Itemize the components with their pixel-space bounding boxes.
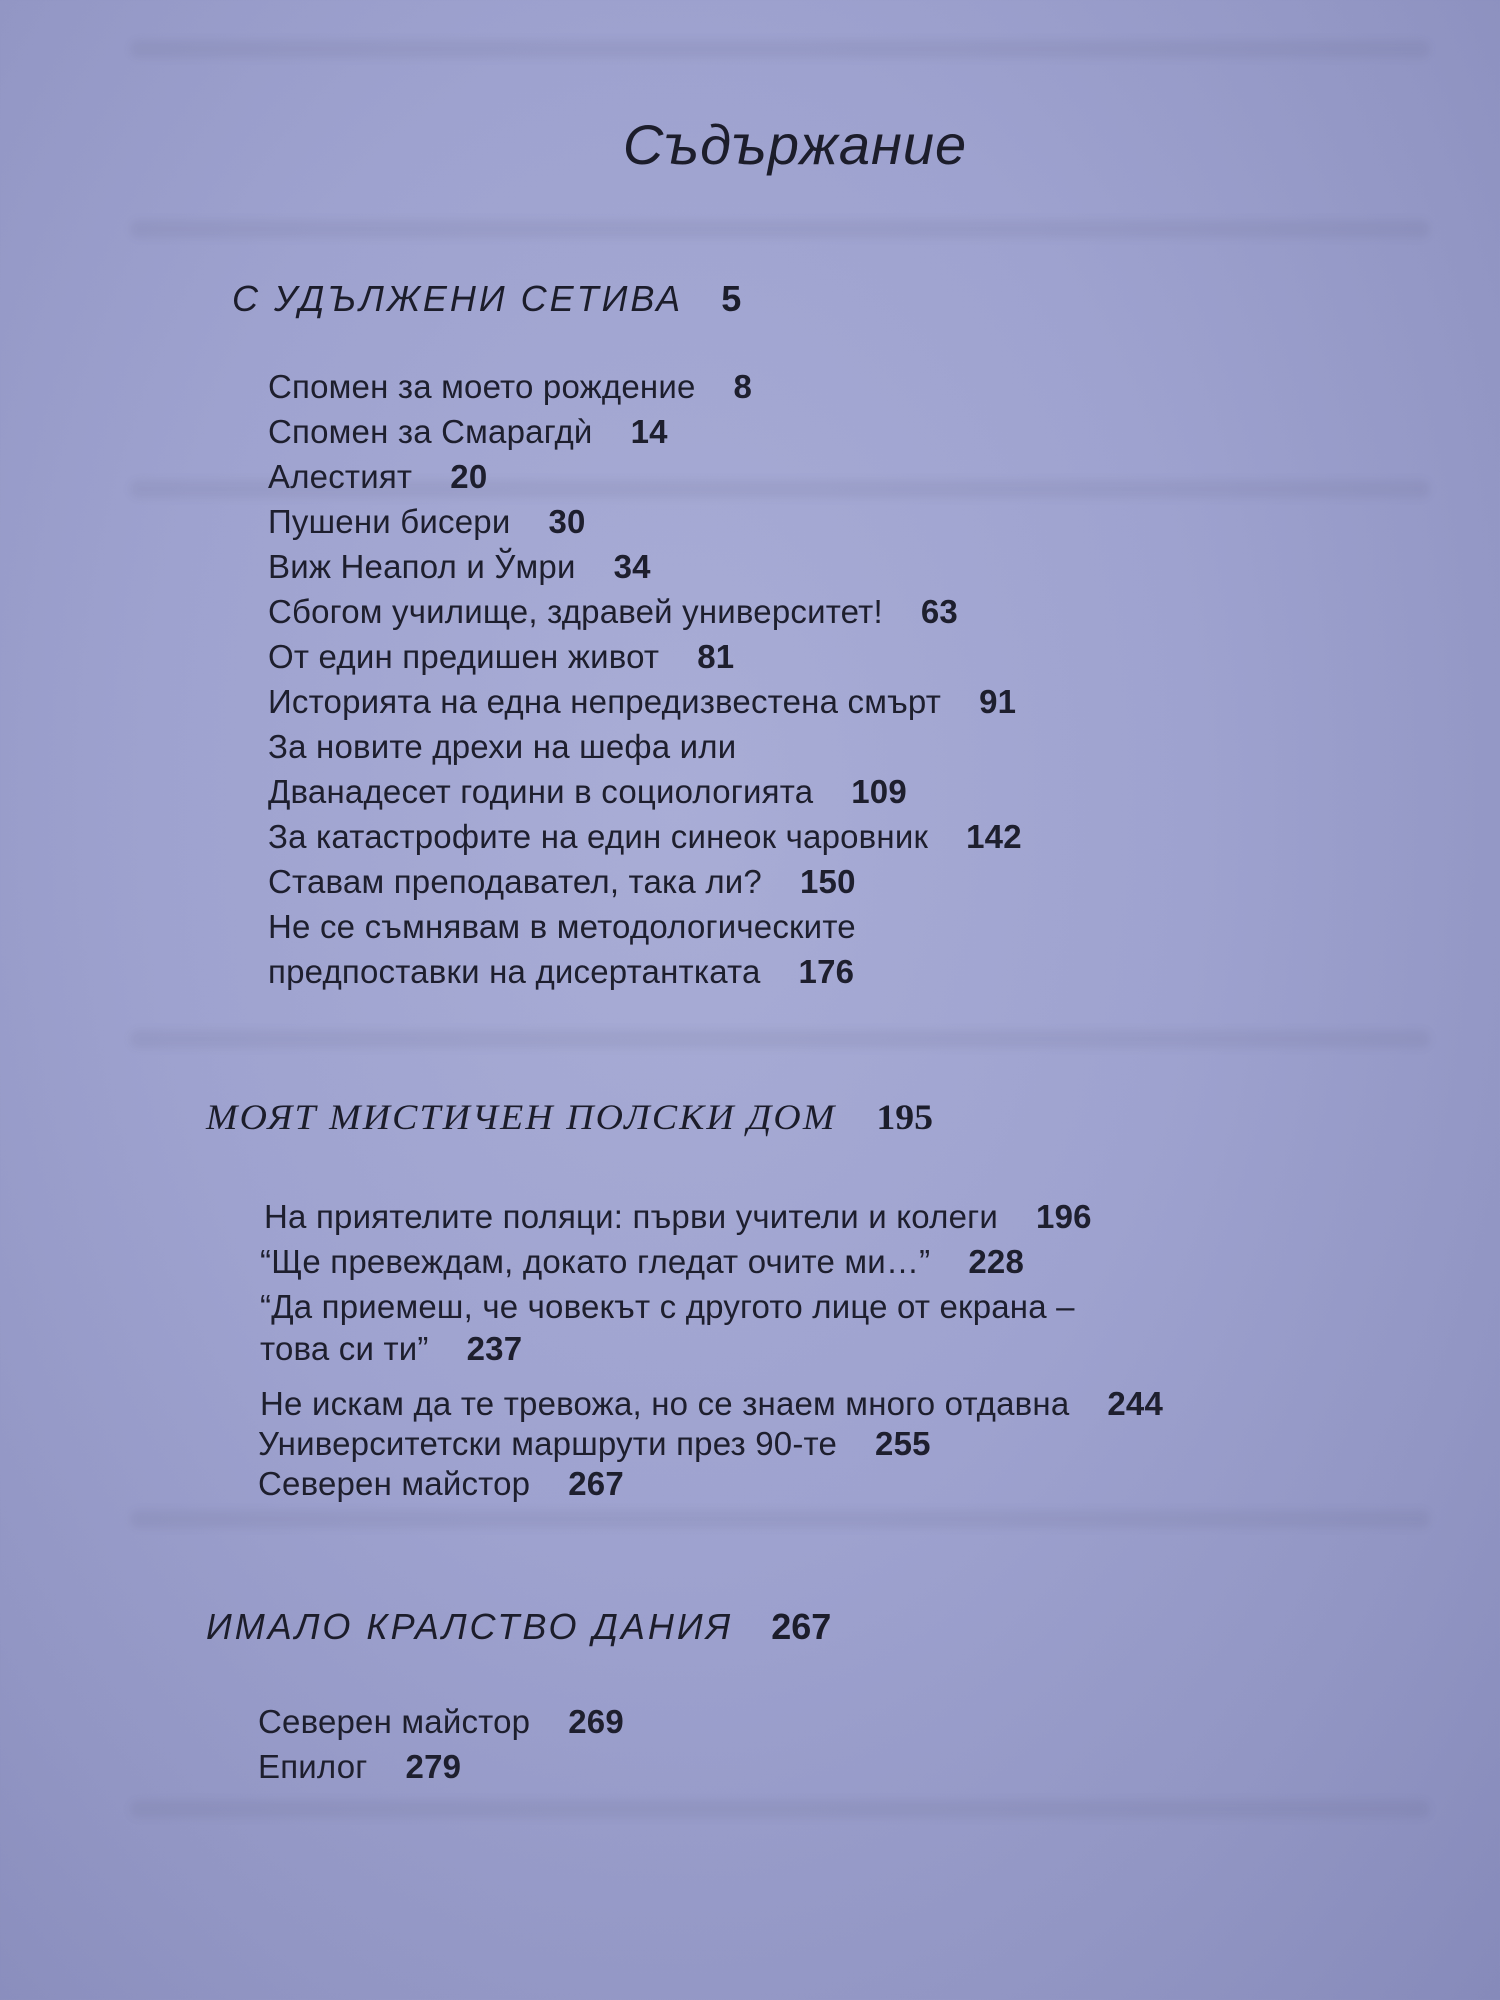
entry-page-number: 237 xyxy=(466,1330,523,1367)
entry-page-number: 255 xyxy=(875,1425,931,1462)
entry-title: Епилог xyxy=(258,1748,368,1785)
toc-entry xyxy=(268,818,1022,856)
entry-title: “Ще превеждам, докато гледат очите ми…” xyxy=(260,1243,931,1280)
section-page-number: 267 xyxy=(771,1606,832,1647)
entry-page-number: 91 xyxy=(979,683,1017,720)
entry-title: За катастрофите на един синеок чаровник xyxy=(268,818,929,855)
bleed-through-line xyxy=(130,40,1430,58)
entry-title: Спомен за Смарагдѝ xyxy=(268,413,593,450)
toc-entry xyxy=(268,548,651,586)
entry-page-number: 63 xyxy=(920,593,958,630)
entry-title: Спомен за моето рождение xyxy=(268,368,696,405)
entry-page-number: 176 xyxy=(798,953,855,990)
entry-page-number: 34 xyxy=(613,548,651,585)
entry-page-number: 196 xyxy=(1036,1198,1092,1235)
toc-entry xyxy=(268,683,1016,721)
entry-title: “Да приемеш, че човекът с другото лице от екрана – xyxy=(260,1288,1075,1325)
entry-page-number: 30 xyxy=(548,503,586,540)
toc-entry xyxy=(268,773,907,811)
entry-title: това си ти” xyxy=(260,1330,429,1367)
entry-page-number: 20 xyxy=(450,458,488,495)
page-title: Съдържание xyxy=(622,113,968,176)
bleed-through-line xyxy=(130,1800,1430,1818)
toc-entry xyxy=(268,953,854,991)
entry-page-number: 244 xyxy=(1107,1385,1164,1422)
toc-entry xyxy=(264,1198,1092,1236)
entry-page-number: 279 xyxy=(405,1748,462,1785)
entry-page-number: 267 xyxy=(568,1465,624,1502)
bleed-through-line xyxy=(130,220,1430,238)
section-page-number: 5 xyxy=(721,278,742,319)
entry-title: На приятелите поляци: първи учители и колеги xyxy=(264,1198,999,1235)
toc-entry xyxy=(268,908,856,946)
section-page-number: 195 xyxy=(876,1097,934,1137)
bleed-through-line xyxy=(130,1510,1430,1528)
entry-title: Дванадесет години в социологията xyxy=(268,773,814,810)
toc-entry xyxy=(258,1703,624,1741)
section-heading xyxy=(232,278,741,320)
section-title: ИМАЛО КРАЛСТВО ДАНИЯ xyxy=(206,1606,734,1647)
entry-title: предпоставки на дисертантката xyxy=(268,953,761,990)
toc-entry xyxy=(268,863,856,901)
entry-title: Пушени бисери xyxy=(268,503,511,540)
toc-entry xyxy=(268,638,734,676)
entry-title: Сбогом училище, здравей университет! xyxy=(268,593,883,630)
toc-entry xyxy=(268,593,958,631)
entry-title: За новите дрехи на шефа или xyxy=(268,728,737,765)
toc-entry xyxy=(260,1288,1075,1326)
entry-page-number: 142 xyxy=(966,818,1022,855)
entry-title: Виж Неапол и Ўмри xyxy=(268,548,576,585)
toc-entry xyxy=(268,413,668,451)
entry-title: Северен майстор xyxy=(258,1703,531,1740)
entry-page-number: 109 xyxy=(851,773,907,810)
entry-title: Университетски маршрути през 90-те xyxy=(258,1425,838,1462)
entry-title: Алестият xyxy=(268,458,413,495)
toc-entry xyxy=(258,1748,461,1786)
section-heading xyxy=(206,1096,933,1138)
entry-title: От един предишен живот xyxy=(268,638,660,675)
entry-title: Не искам да те тревожа, но се знаем много отдавна xyxy=(260,1385,1070,1422)
entry-page-number: 14 xyxy=(630,413,668,450)
toc-entry xyxy=(268,728,736,766)
entry-title: Ставам преподавател, така ли? xyxy=(268,863,762,900)
toc-entry xyxy=(268,503,586,541)
entry-page-number: 269 xyxy=(568,1703,624,1740)
toc-entry xyxy=(268,458,487,496)
toc-entry xyxy=(260,1243,1024,1281)
bleed-through-line xyxy=(130,1030,1430,1048)
entry-title: Северен майстор xyxy=(258,1465,531,1502)
toc-entry xyxy=(268,368,752,406)
entry-page-number: 150 xyxy=(799,863,856,900)
section-title: МОЯТ МИСТИЧЕН ПОЛСКИ ДОМ xyxy=(206,1097,837,1137)
entry-title: Историята на една непредизвестена смърт xyxy=(268,683,942,720)
section-title: С УДЪЛЖЕНИ СЕТИВА xyxy=(232,278,684,319)
toc-entry xyxy=(260,1330,522,1368)
toc-entry xyxy=(258,1465,624,1503)
toc-entry xyxy=(260,1385,1163,1423)
toc-entry xyxy=(258,1425,931,1463)
entry-title: Не се съмнявам в методологическите xyxy=(268,908,856,945)
entry-page-number: 228 xyxy=(968,1243,1025,1280)
entry-page-number: 81 xyxy=(697,638,735,675)
section-heading xyxy=(206,1606,831,1648)
entry-page-number: 8 xyxy=(733,368,753,405)
